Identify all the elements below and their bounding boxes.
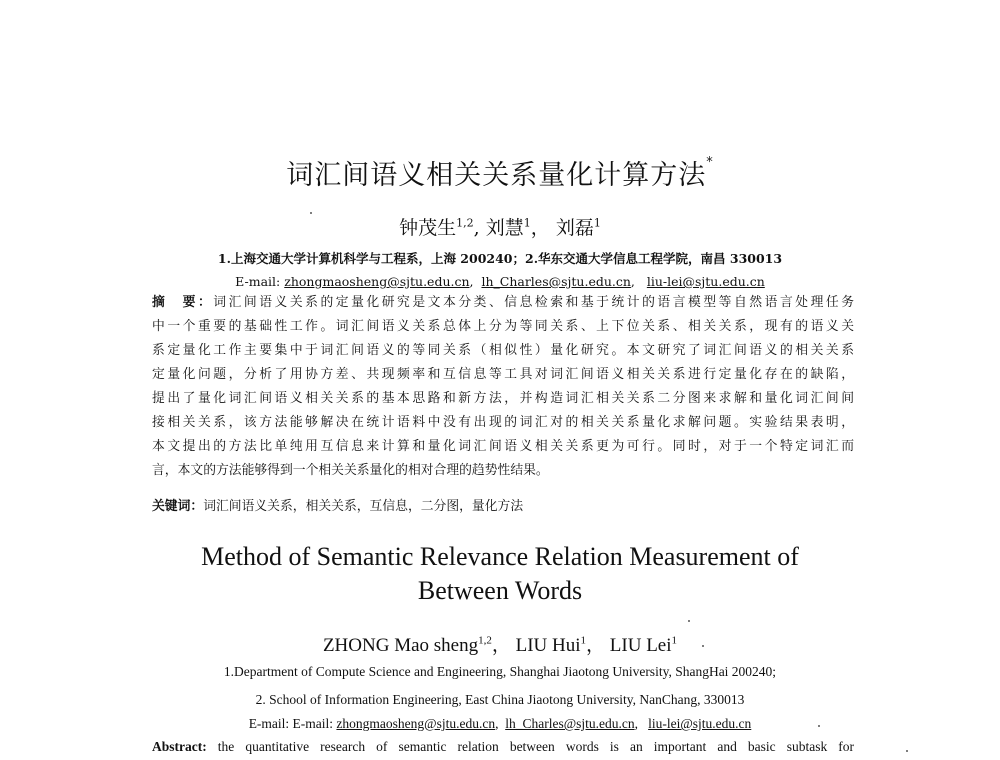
cn-title <box>0 153 1000 192</box>
email-link[interactable]: liu-lei@sjtu.edu.cn <box>646 274 765 289</box>
scan-speck <box>818 725 820 727</box>
en-abstract-text: the quantitative research of semantic relation between words is an important and basic subtask for <box>217 739 854 754</box>
cn-keywords-text: 词汇间语义关系，相关关系，互信息，二分图，量化方法 <box>203 499 524 514</box>
en-email-label: E-mail: E-mail: <box>248 716 337 731</box>
email-link[interactable]: lh_Charles@sjtu.edu.cn <box>505 716 635 731</box>
cn-authors <box>0 213 1000 240</box>
cn-abstract <box>152 291 854 483</box>
cn-email-line: E-mail: zhongmaosheng@sjtu.edu.cn, lh_Charles@sjtu.edu.cn, liu-lei@sjtu.edu.cn <box>235 274 765 289</box>
cn-abstract-line: 接相关关系，该方法能够解决在统计语料中没有出现的词汇对的相关关系量化求解问题。实验结果表明， <box>152 415 854 430</box>
en-author-sup: 1 <box>580 634 587 647</box>
cn-affiliation: 1.上海交通大学计算机科学与工程系，上海 200240；2.华东交通大学信息工程学院，南昌 330013 <box>217 251 783 266</box>
cn-keywords <box>152 495 523 514</box>
en-title-line: Method of Semantic Relevance Relation Measurement of <box>201 542 799 571</box>
cn-title-footnote-mark: * <box>706 155 714 170</box>
email-link[interactable]: lh_Charles@sjtu.edu.cn <box>481 274 631 289</box>
cn-abstract-line: 提出了量化词汇间语义相关关系的基本思路和新方法，并构造词汇相关关系二分图来求解和量化词汇间间 <box>152 391 854 406</box>
en-author-name: LIU Hui <box>515 635 581 656</box>
cn-abstract-line: 中一个重要的基础性工作。词汇间语义关系总体上分为等同关系、上下位关系、相关关系，现有的语义关 <box>152 319 854 334</box>
en-affiliation-1: 1.Department of Compute Science and Engineering, Shanghai Jiaotong University, ShangHai 200240; <box>223 664 777 679</box>
email-link[interactable]: zhongmaosheng@sjtu.edu.cn <box>284 274 470 289</box>
cn-abstract-text: 词汇间语义关系的定量化研究是文本分类、信息检索和基于统计的语言模型等自然语言处理任务 <box>213 295 855 310</box>
cn-abstract-label: 摘 要： <box>152 295 214 310</box>
cn-author-name: 钟茂生 <box>399 217 457 239</box>
cn-abstract-line: 系定量化工作主要集中于词汇间语义的等同关系（相似性）量化研究。本文研究了词汇间语义的相关关系 <box>152 343 854 358</box>
cn-abstract-line: 本文提出的方法比单纯用互信息来计算和量化词汇间语义相关关系更为可行。同时，对于一个特定词汇而 <box>152 439 854 454</box>
en-author-sep: ， <box>586 635 606 656</box>
scan-speck <box>702 645 704 647</box>
scan-speck <box>688 620 690 622</box>
en-author-sep: ， <box>491 635 511 656</box>
en-affiliation-2: 2. School of Information Engineering, East China Jiaotong University, NanChang, 330013 <box>255 692 745 707</box>
en-author-name: LIU Lei <box>609 635 672 656</box>
cn-keywords-label: 关键词： <box>152 499 204 514</box>
email-link[interactable]: liu-lei@sjtu.edu.cn <box>648 716 752 731</box>
scan-speck <box>906 750 908 752</box>
cn-abstract-line <box>152 291 854 315</box>
en-author-sup: 1 <box>671 634 678 647</box>
cn-author-name: 刘慧 <box>485 217 524 239</box>
cn-author-sep: ， <box>530 217 550 239</box>
cn-author-sep: , <box>473 217 486 239</box>
en-abstract <box>152 739 854 755</box>
cn-author-sup: 1,2 <box>456 216 474 230</box>
en-author-name: ZHONG Mao sheng <box>322 635 479 656</box>
scan-speck <box>310 212 312 214</box>
en-email-line: E-mail: E-mail: zhongmaosheng@sjtu.edu.cn, lh_Charles@sjtu.edu.cn, liu-lei@sjtu.edu.cn <box>248 716 752 731</box>
cn-abstract-line: 言，本文的方法能够得到一个相关关系量化的相对合理的趋势性结果。 <box>152 463 549 478</box>
en-title-line: Between Words <box>417 576 583 605</box>
en-abstract-label: Abstract: <box>152 739 218 754</box>
cn-email-label: E-mail: <box>235 274 285 289</box>
en-authors <box>0 630 1000 657</box>
cn-author-sup: 1 <box>593 216 601 230</box>
cn-title-text: 词汇间语义相关关系量化计算方法 <box>286 160 707 191</box>
cn-author-sup: 1 <box>523 216 531 230</box>
cn-author-name: 刘磊 <box>555 217 594 239</box>
email-link[interactable]: zhongmaosheng@sjtu.edu.cn <box>336 716 496 731</box>
cn-abstract-line: 定量化问题，分析了用协方差、共现频率和互信息等工具对词汇间语义相关关系进行定量化存在的缺陷， <box>152 367 854 382</box>
en-author-sup: 1,2 <box>478 634 492 647</box>
en-title <box>0 540 1000 608</box>
